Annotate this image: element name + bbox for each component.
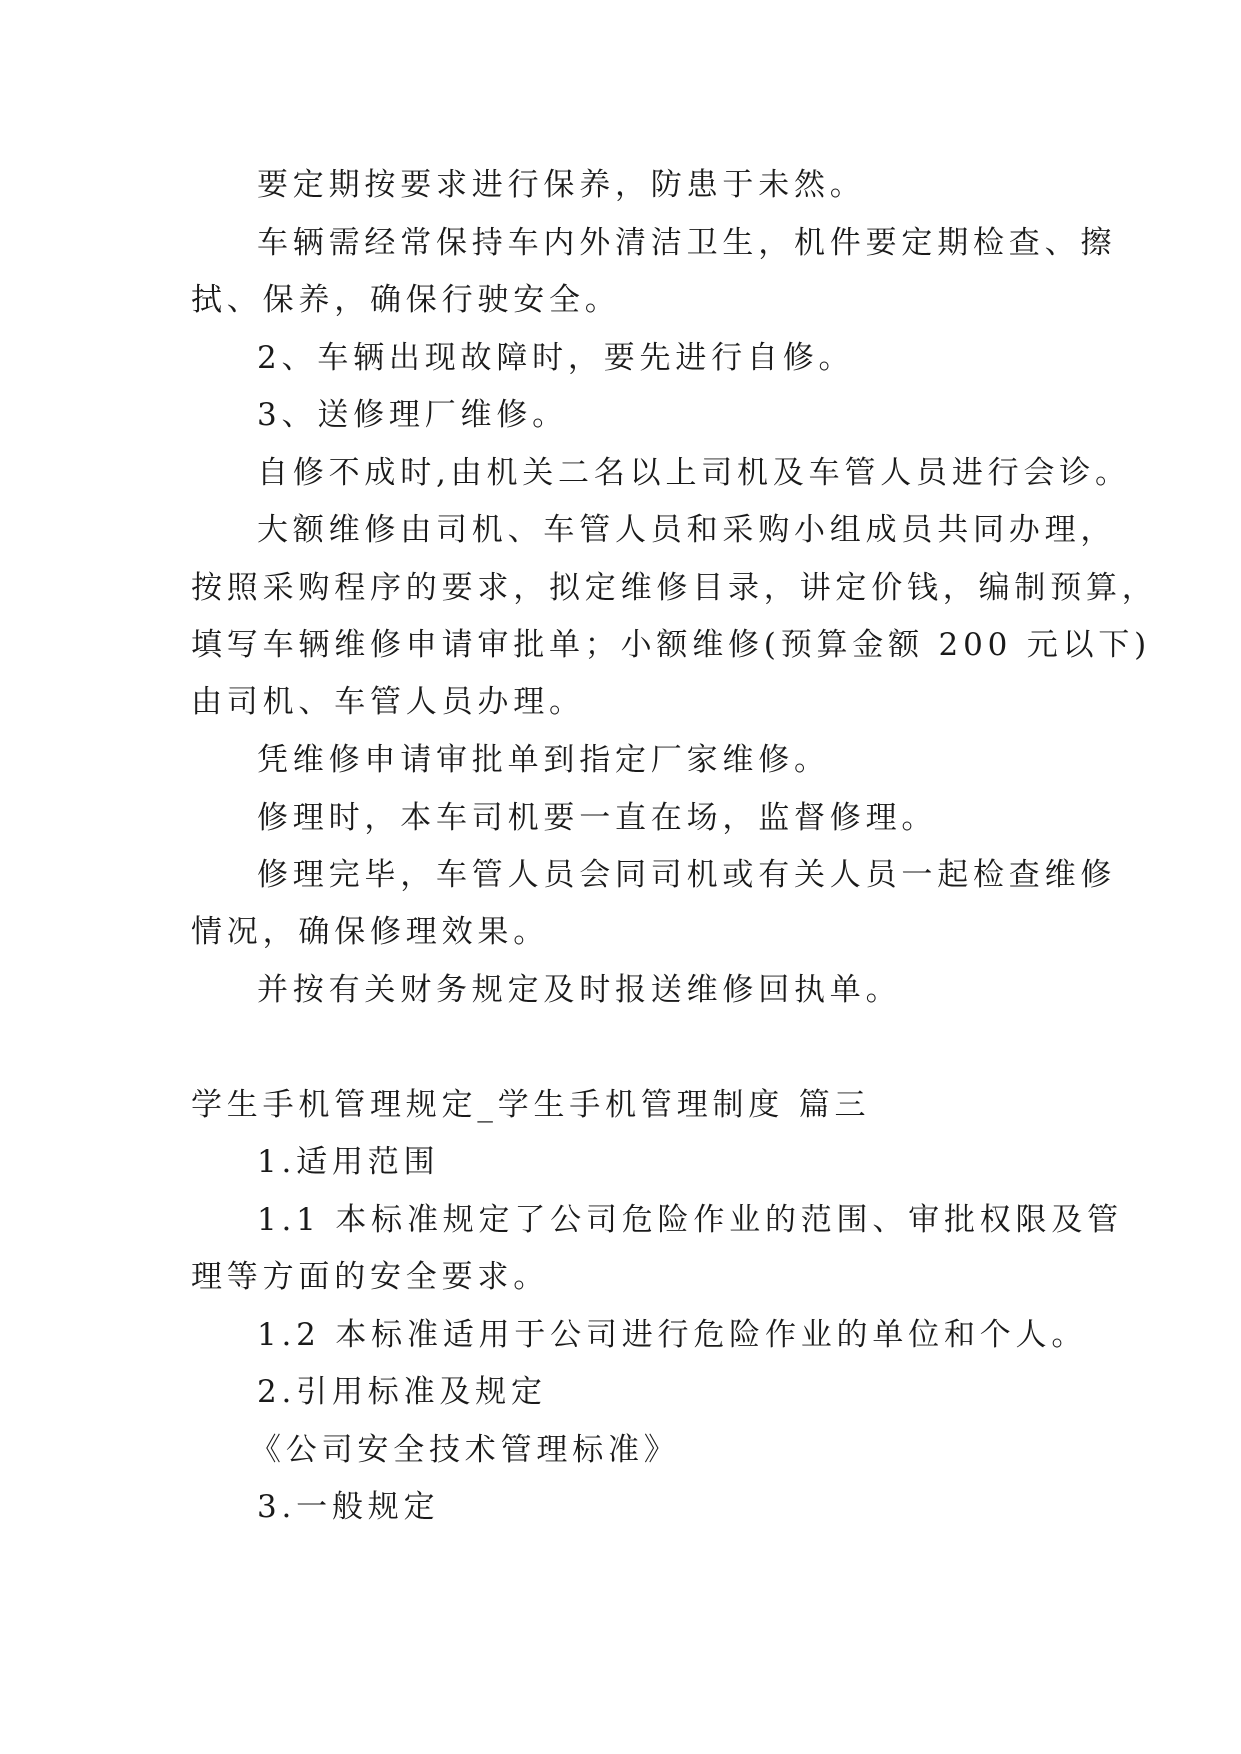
- paragraph-line: 并按有关财务规定及时报送维修回执单。: [257, 972, 902, 1008]
- paragraph-line: 3.一般规定: [257, 1489, 440, 1525]
- paragraph-line: 填写车辆维修申请审批单；小额维修(预算金额 200 元以下): [191, 627, 1152, 663]
- paragraph-line: 拭、保养，确保行驶安全。: [191, 282, 621, 318]
- paragraph-line: 2.引用标准及规定: [257, 1374, 547, 1410]
- paragraph-line: 由司机、车管人员办理。: [191, 684, 585, 720]
- paragraph-line: 大额维修由司机、车管人员和采购小组成员共同办理，: [257, 512, 1117, 548]
- paragraph-line: 自修不成时,由机关二名以上司机及车管人员进行会诊。: [257, 455, 1131, 491]
- paragraph-line: 1.适用范围: [257, 1144, 440, 1180]
- paragraph-line: 1.1 本标准规定了公司危险作业的范围、审批权限及管: [257, 1202, 1123, 1238]
- paragraph-line: 《公司安全技术管理标准》: [250, 1432, 680, 1468]
- paragraph-line: 理等方面的安全要求。: [191, 1259, 549, 1295]
- paragraph-line: 情况，确保修理效果。: [191, 914, 549, 950]
- paragraph-line: 凭维修申请审批单到指定厂家维修。: [257, 742, 830, 778]
- paragraph-line: 2、车辆出现故障时，要先进行自修。: [257, 340, 855, 376]
- paragraph-line: 修理时，本车司机要一直在场，监督修理。: [257, 800, 938, 836]
- paragraph-line: 修理完毕，车管人员会同司机或有关人员一起检查维修: [257, 857, 1117, 893]
- paragraph-line: 1.2 本标准适用于公司进行危险作业的单位和个人。: [257, 1317, 1088, 1353]
- paragraph-line: 3、送修理厂维修。: [257, 397, 568, 433]
- paragraph-line: 按照采购程序的要求，拟定维修目录，讲定价钱，编制预算，: [191, 570, 1158, 606]
- section-heading: 学生手机管理规定_学生手机管理制度 篇三: [191, 1087, 871, 1123]
- paragraph-line: 车辆需经常保持车内外清洁卫生，机件要定期检查、擦: [257, 225, 1117, 261]
- paragraph-line: 要定期按要求进行保养，防患于未然。: [257, 167, 866, 203]
